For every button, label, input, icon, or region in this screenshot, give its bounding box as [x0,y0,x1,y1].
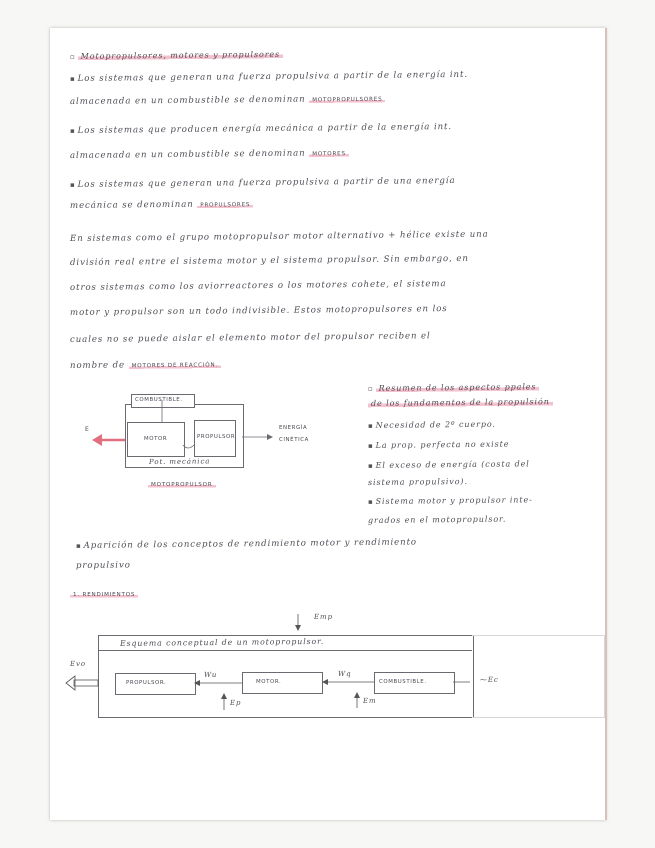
summary-title-1: ▫ Resumen de los aspectos ppales [368,382,540,393]
paragraph-line-5: cuales no se puede aislar el elemento motor del propulsor reciben el [69,331,431,345]
rendimientos-heading: 1. RENDIMIENTOS [70,592,138,598]
wq-label: Wq [337,669,352,678]
summary-item-3-line-1: ▪ El exceso de energía (costa del [367,459,530,470]
paragraph-line-4: motor y propulsor son un todo indivisible. Estos motopropulsores en los [69,304,448,318]
em-arrowhead [354,692,360,698]
cinetica-label: CINÉTICA [279,437,309,443]
paragraph-line-2: división real entre el sistema motor y el sistema propulsor. Sin embargo, en [69,253,469,268]
wu-label: Wu [203,670,218,679]
term-motores-de-reaccion: MOTORES DE REACCIÓN. [129,362,221,369]
propulsor-label: PROPULSOR [197,434,236,440]
em-label: Em [362,696,377,705]
emp-arrowhead [295,625,301,631]
evo-label: Evo [69,659,87,668]
section-heading: ▫ Motopropulsores, motores y propulsores [70,50,283,61]
force-label: E [85,426,90,433]
motor-label: MOTOR [144,436,168,442]
emp-label: Emp [313,612,333,621]
combustible-label: COMBUSTIBLE. [135,397,183,403]
scheme-title: Esquema conceptual de un motopropulsor. [119,636,325,648]
definition-2-line-1: ▪ Los sistemas que producen energía mecánica a partir de la energía int. [69,121,453,136]
motopropulsor-caption: MOTOPROPULSOR [148,482,216,488]
wq-arrowhead [322,679,328,685]
combustible-label-2: COMBUSTIBLE. [379,679,427,685]
evo-arrow-shaft [74,680,98,686]
paragraph-line-1: En sistemas como el grupo motopropulsor motor alternativo + hélice existe una [69,229,489,244]
term-motopropulsores: MOTOPROPULSORES [309,97,385,104]
note-line-2: propulsivo [75,560,131,571]
wu-arrowhead [194,680,200,686]
ep-arrowhead [221,693,227,699]
summary-item-1: ▪ Necesidad de 2º cuerpo. [367,419,496,430]
summary-item-4-line-2: grados en el motopropulsor. [367,514,507,525]
energia-label: ENERGÍA [279,425,308,431]
propulsor-label-2: PROPULSOR. [126,680,167,686]
paragraph-line-6: nombre de MOTORES DE REACCIÓN. [70,359,221,371]
definition-3-line-1: ▪ Los sistemas que generan una fuerza propulsiva a partir de una energía [69,175,456,190]
motor-label-2: MOTOR. [256,679,282,685]
summary-item-3-line-2: sistema propulsivo). [367,476,468,487]
note-line-1: ▪ Aparición de los conceptos de rendimiento motor y rendimiento [75,537,418,551]
pot-mecanica-label: Pot. mecánica [148,457,211,466]
summary-item-4-line-1: ▪ Sistema motor y propulsor inte- [367,495,533,506]
summary-title-2: de los fundamentos de la propulsión [368,397,553,408]
definition-1-line-2: almacenada en un combustible se denominan MOTOPROPULSORES [70,94,386,107]
definition-3-line-2: mecánica se denominan PROPULSORES [70,199,253,211]
term-propulsores: PROPULSORES [197,202,253,209]
definition-2-line-2: almacenada en un combustible se denominan MOTORES [70,148,349,161]
ep-label: Ep [229,698,242,707]
ec-label: ⁓Ec [479,675,499,684]
term-motores: MOTORES [309,151,349,157]
definition-1-line-1: ▪ Los sistemas que generan una fuerza propulsiva a partir de la energía int. [69,69,468,84]
summary-item-2: ▪ La prop. perfecta no existe [367,439,510,450]
paragraph-line-3: otros sistemas como los aviorreactores o los motores cohete, el sistema [69,279,447,293]
